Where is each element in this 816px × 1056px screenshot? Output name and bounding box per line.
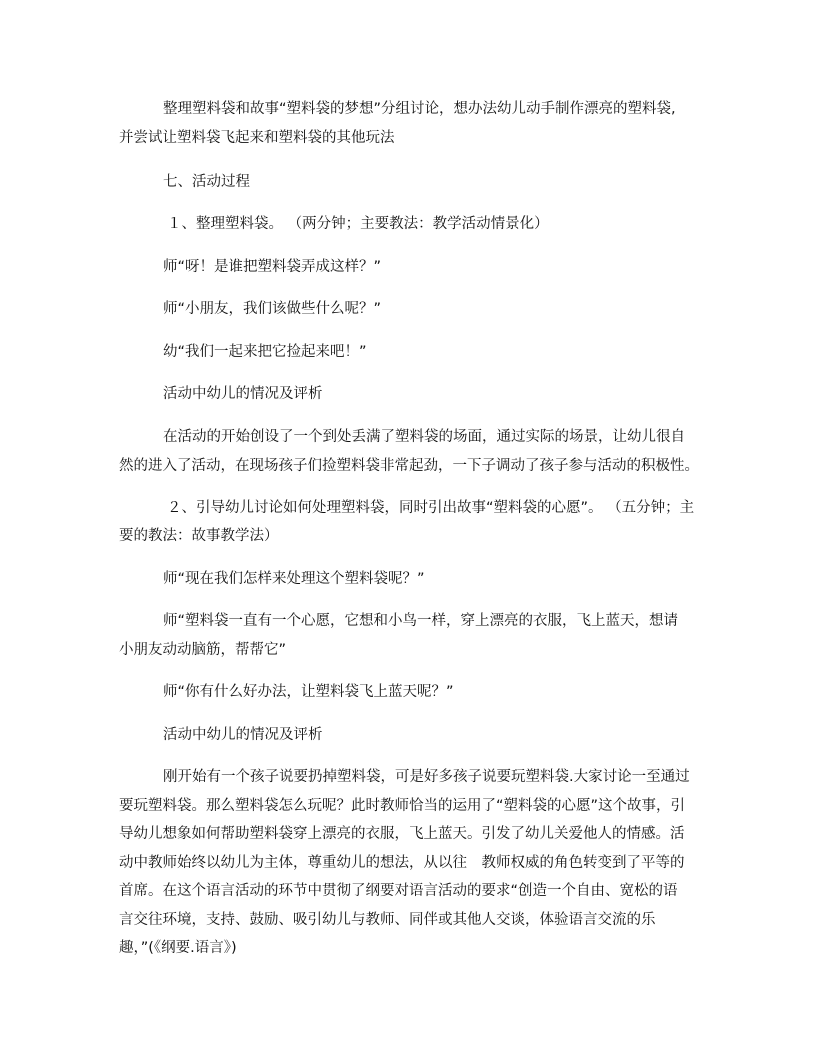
dialog-line-6: 师“你有什么好办法，让塑料袋飞上蓝天呢？” [163, 684, 454, 700]
evaluation-2-line-7: 趣，”(《纲要.语言》) [119, 940, 237, 956]
evaluation-heading-1: 活动中幼儿的情况及评析 [163, 386, 323, 402]
paragraph-intro-line-2: 并尝试让塑料袋飞起来和塑料袋的其他玩法 [119, 130, 395, 146]
evaluation-1-line-2: 然的进入了活动，在现场孩子们捡塑料袋非常起劲，一下子调动了孩子参与活动的积极性。 [119, 458, 699, 474]
section-title: 七、活动过程 [163, 174, 250, 190]
step-2-heading-line-2: 要的教法：故事教学法） [119, 528, 279, 544]
step-2-heading-line-1: ２、引导幼儿讨论如何处理塑料袋，同时引出故事“塑料袋的心愿”。 （五分钟；主 [167, 500, 695, 516]
evaluation-heading-2: 活动中幼儿的情况及评析 [163, 727, 323, 743]
evaluation-1-line-1: 在活动的开始创设了一个到处丢满了塑料袋的场面，通过实际的场景，让幼儿很自 [163, 429, 685, 445]
dialog-line-5a: 师“塑料袋一直有一个心愿，它想和小鸟一样，穿上漂亮的衣服，飞上蓝天，想请 [163, 613, 679, 629]
evaluation-2-line-5: 首席。在这个语言活动的环节中贯彻了纲要对语言活动的要求“创造一个自由、宽松的语 [119, 883, 678, 899]
evaluation-2-line-2: 要玩塑料袋。那么塑料袋怎么玩呢？此时教师恰当的运用了“塑料袋的心愿”这个故事，引 [119, 798, 686, 814]
paragraph-intro-line-1: 整理塑料袋和故事“塑料袋的梦想”分组讨论，想办法幼儿动手制作漂亮的塑料袋, [163, 101, 676, 117]
evaluation-2-line-1: 刚开始有一个孩子说要扔掉塑料袋，可是好多孩子说要玩塑料袋.大家讨论一至通过 [163, 769, 690, 785]
dialog-line-4: 师“现在我们怎样来处理这个塑料袋呢？” [163, 571, 425, 587]
dialog-line-3: 幼“我们一起来把它捡起来吧！” [163, 344, 367, 360]
dialog-line-1: 师“呀！是谁把塑料袋弄成这样？” [163, 259, 382, 275]
evaluation-2-line-6: 言交往环境，支持、鼓励、吸引幼儿与教师、同伴或其他人交谈，体验语言交流的乐 [119, 912, 656, 928]
dialog-line-5b: 小朋友动动脑筋，帮帮它” [119, 642, 287, 658]
evaluation-2-line-4: 动中教师始终以幼儿为主体，尊重幼儿的想法，从以往 教师权威的角色转变到了平等的 [119, 855, 685, 871]
step-1-heading: １、整理塑料袋。 （两分钟；主要教法：教学活动情景化） [167, 216, 549, 232]
evaluation-2-line-3: 导幼儿想象如何帮助塑料袋穿上漂亮的衣服，飞上蓝天。引发了幼儿关爱他人的情感。活 [119, 826, 685, 842]
dialog-line-2: 师“小朋友，我们该做些什么呢？” [163, 301, 382, 317]
